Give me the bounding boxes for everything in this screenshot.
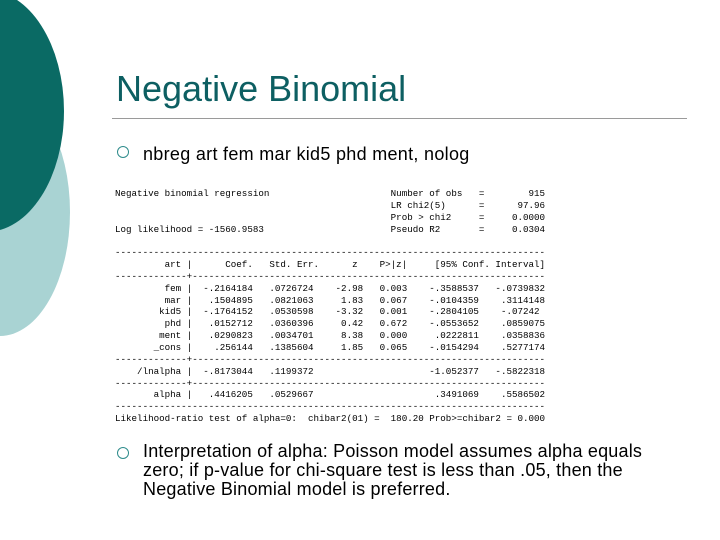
output-line: art | Coef. Std. Err. z P>|z| [95% Conf. Interval] xyxy=(115,259,546,271)
output-line: _cons | .256144 .1385604 1.85 0.065 -.0154294 .5277174 xyxy=(115,341,546,353)
bullet-ring-icon xyxy=(117,146,129,158)
interpretation-text: Interpretation of alpha: Poisson model assumes alpha equals zero; if p-value for chi-square test is less than .05, then the Negative Binomial model is preferred. xyxy=(143,441,643,499)
output-line: mar | .1504895 .0821063 1.83 0.067 -.0104359 .3114148 xyxy=(115,294,546,306)
bullet-ring-icon xyxy=(117,447,129,459)
output-line: /lnalpha | -.8173044 .1199372 -1.052377 -.5822318 xyxy=(115,365,546,377)
output-line: ment | .0290823 .0034701 8.38 0.000 .0222811 .0358836 xyxy=(115,330,546,342)
output-line: fem | -.2164184 .0726724 -2.98 0.003 -.3588537 -.0739832 xyxy=(115,282,546,294)
stata-output xyxy=(115,188,545,425)
output-line: -------------+---------------------------------------------------------------- xyxy=(115,270,546,282)
output-line: alpha | .4416205 .0529667 .3491069 .5586502 xyxy=(115,389,546,401)
output-line: Log likelihood = -1560.9583 Pseudo R2 = 0.0304 xyxy=(115,223,546,235)
output-line: ------------------------------------------------------------------------------ xyxy=(115,247,546,259)
slide-title: Negative Binomial xyxy=(116,68,407,109)
output-line: kid5 | -.1764152 .0530598 -3.32 0.001 -.2804105 -.07242 xyxy=(115,306,540,318)
output-line: ------------------------------------------------------------------------------ xyxy=(115,401,546,413)
output-line: LR chi2(5) = 97.96 xyxy=(115,199,546,211)
output-line: Negative binomial regression Number of obs = 915 xyxy=(115,188,546,199)
output-line: -------------+---------------------------------------------------------------- xyxy=(115,377,546,389)
output-line: phd | .0152712 .0360396 0.42 0.672 -.0553652 .0859075 xyxy=(115,318,546,330)
title-divider xyxy=(112,118,687,119)
stata-command: nbreg art fem mar kid5 phd ment, nolog xyxy=(143,144,470,164)
output-line: -------------+---------------------------------------------------------------- xyxy=(115,353,546,365)
output-line: Prob > chi2 = 0.0000 xyxy=(115,211,546,223)
output-line: Likelihood-ratio test of alpha=0: chibar2(01) = 180.20 Prob>=chibar2 = 0.000 xyxy=(115,413,546,425)
